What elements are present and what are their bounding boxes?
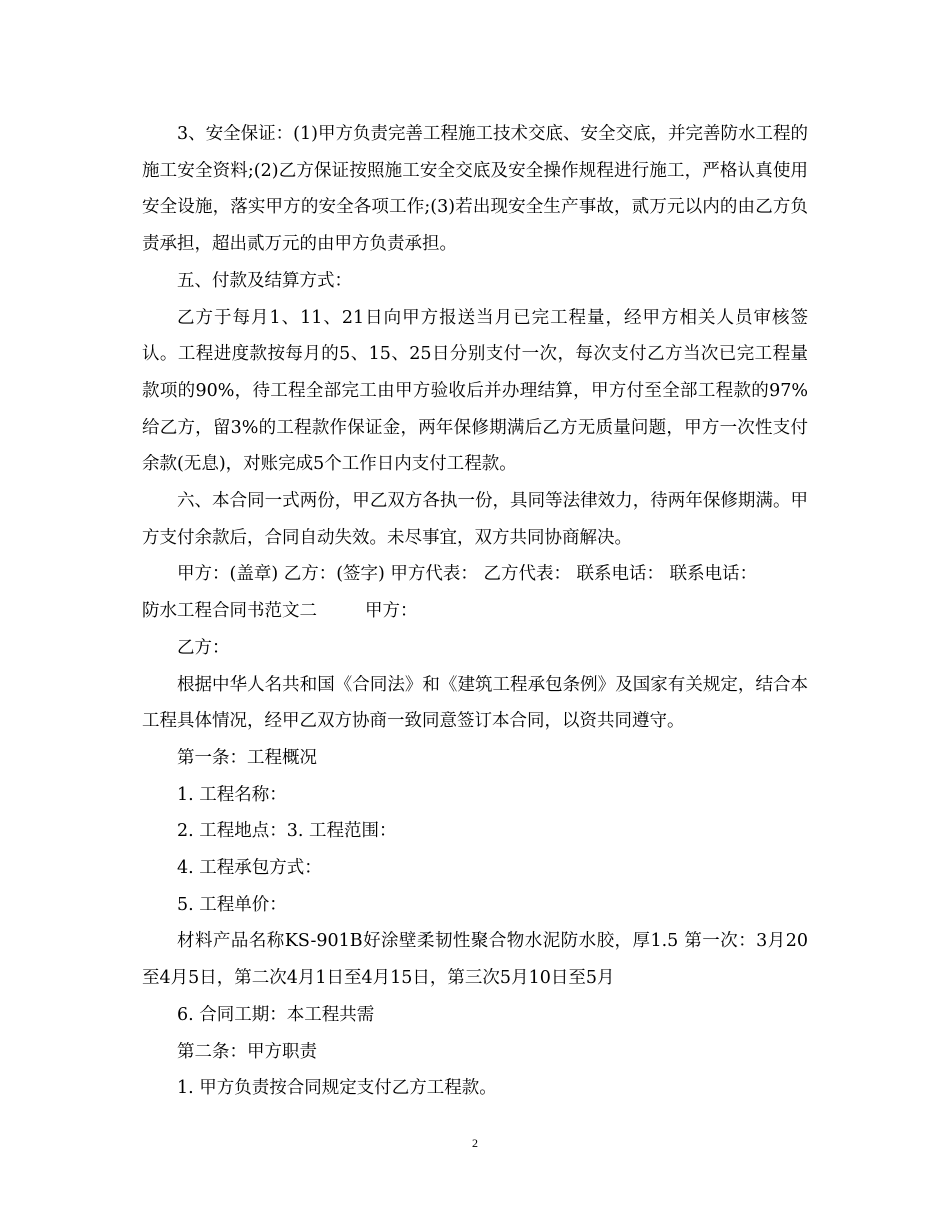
project-location-item: 2. 工程地点：3. 工程范围： [177, 821, 397, 842]
contract-period-item: 6. 合同工期：本工程共需 [177, 1004, 375, 1025]
section-heading-payment: 五、付款及结算方式： [177, 270, 352, 291]
page-number: 2 [472, 1136, 478, 1150]
article-one-heading: 第一条：工程概况 [177, 747, 317, 768]
safety-guarantee-paragraph: 3、安全保证：(1)甲方负责完善工程施工技术交底、安全交底，并完善防水工程的施工安全资料;(2)乙方保证按照施工安全交底及安全操作规程进行施工，严格认真使用安全设施，落实甲方的安全各项工作;(3)若出现安全生产事故，贰万元以内的由乙方负责承担，超出贰万元的由甲方负责承担。 [142, 124, 808, 255]
article-two-heading: 第二条：甲方职责 [177, 1041, 317, 1062]
party-a-label: 甲方： [365, 601, 418, 622]
unit-price-item: 5. 工程单价： [177, 894, 287, 915]
payment-terms-paragraph: 乙方于每月1、11、21日向甲方报送当月已完工程量，经甲方相关人员审核签认。工程进度款按每月的5、15、25日分别支付一次，每次支付乙方当次已完工程量款项的90%，待工程全部完工由甲方验收后并办理结算，甲方付至全部工程款的97%给乙方，留3%的工程款作保证金，两年保修期满后乙方无质量问题，甲方一次性支付余款(无息)，对账完成5个工作日内支付工程款。 [142, 307, 808, 475]
party-a-duty-item: 1. 甲方负责按合同规定支付乙方工程款。 [177, 1078, 497, 1099]
signature-line: 甲方：(盖章) 乙方：(签字) 甲方代表： 乙方代表： 联系电话： 联系电话： [177, 564, 758, 585]
material-schedule-paragraph: 材料产品名称KS-901B好涂壁柔韧性聚合物水泥防水胶，厚1.5 第一次：3月20至4月5日，第二次4月1日至4月15日，第三次5月10日至5月 [142, 931, 808, 989]
sample-title-line [142, 593, 808, 630]
contract-method-item: 4. 工程承包方式： [177, 858, 322, 879]
project-name-item: 1. 工程名称： [177, 784, 287, 805]
sample-title: 防水工程合同书范文二 [142, 601, 317, 622]
contract-basis-paragraph: 根据中华人名共和国《合同法》和《建筑工程承包条例》及国家有关规定，结合本工程具体情况，经甲乙双方协商一致同意签订本合同，以资共同遵守。 [142, 674, 808, 732]
contract-copies-paragraph: 六、本合同一式两份，甲乙双方各执一份，具同等法律效力，待两年保修期满。甲方支付余款后，合同自动失效。未尽事宜，双方共同协商解决。 [142, 491, 808, 548]
document-body [142, 116, 808, 1107]
party-b-label: 乙方： [177, 637, 230, 658]
